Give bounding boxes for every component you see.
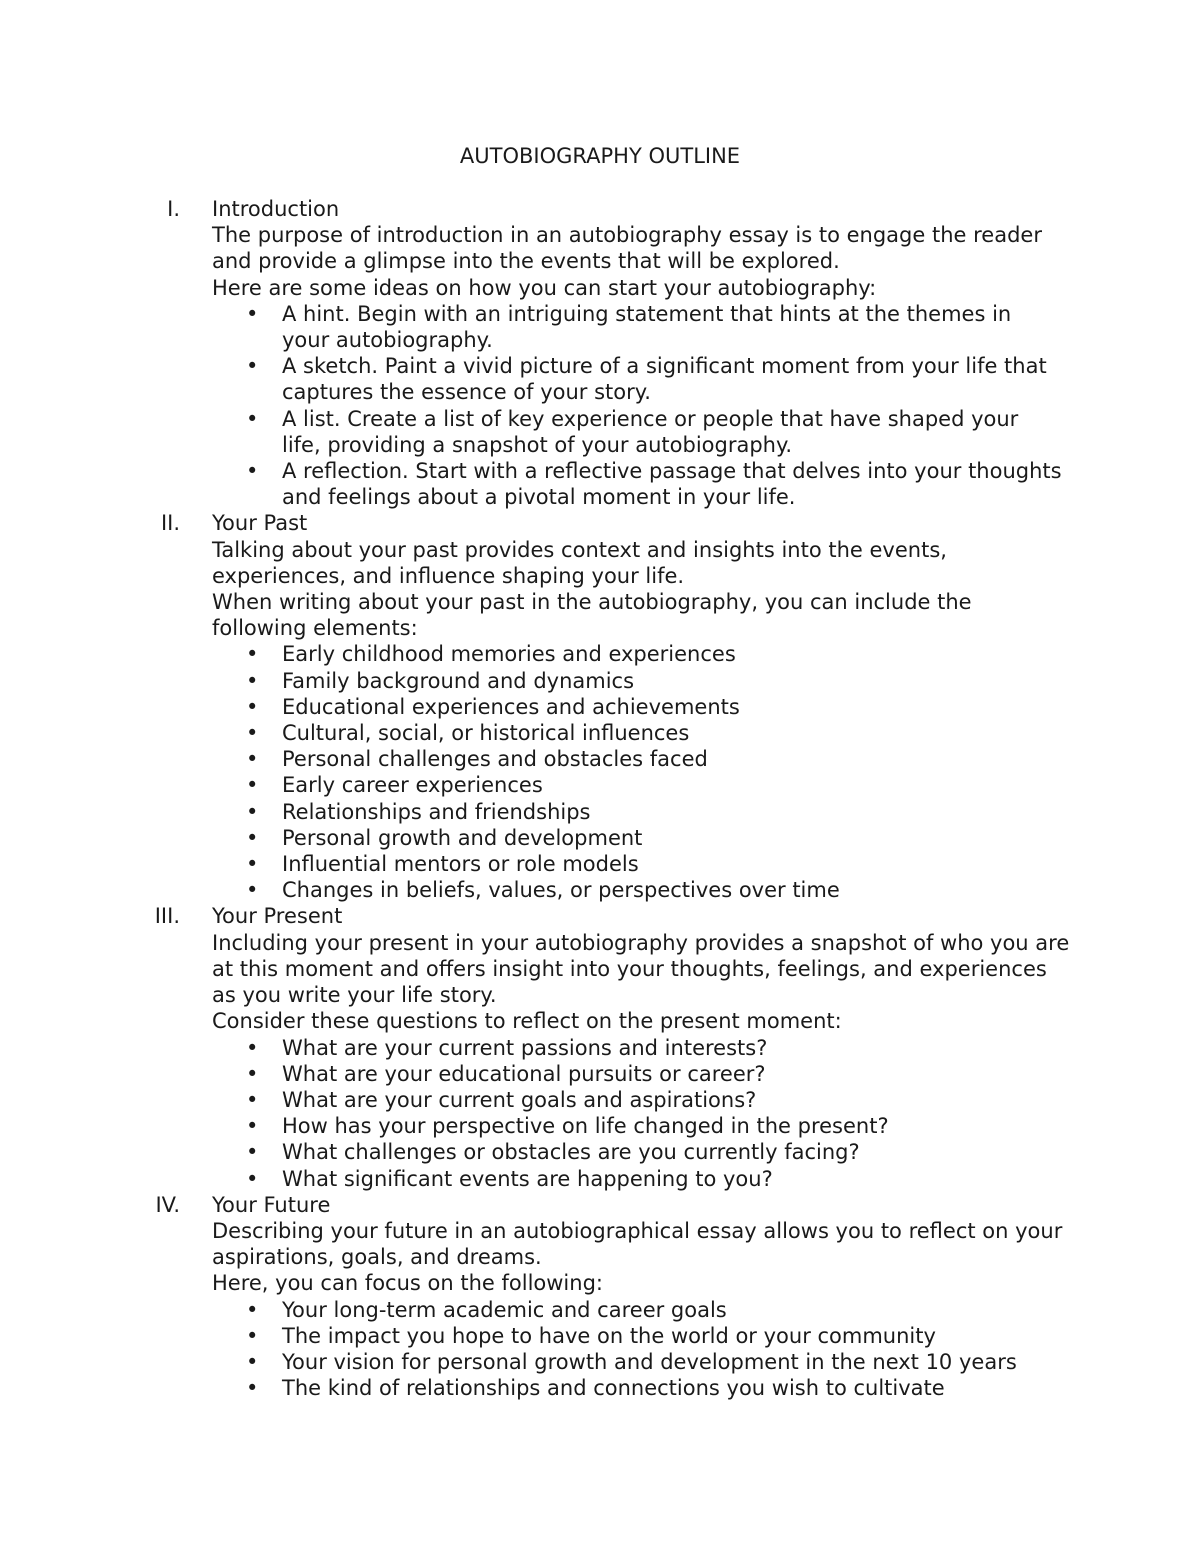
bullet-text: What are your current passions and interests? <box>282 1035 768 1060</box>
bullet-text: Family background and dynamics <box>282 668 635 693</box>
bullet-dot-icon: • <box>246 1297 259 1322</box>
bullet-dot-icon: • <box>246 406 259 431</box>
bullet-dot-icon: • <box>246 354 259 379</box>
bullet-item <box>246 1087 1062 1113</box>
bullet-item <box>246 694 1062 720</box>
section-description: The purpose of introduction in an autobiography essay is to engage the reader and provide a glimpse into the events that will be explored. <box>212 223 1042 274</box>
bullet-item <box>246 353 1062 405</box>
bullet-item <box>246 668 1062 694</box>
bullet-dot-icon: • <box>246 301 259 326</box>
bullet-dot-icon: • <box>246 1323 259 1348</box>
section-numeral: III. <box>154 904 180 929</box>
bullet-item <box>246 877 1062 903</box>
bullet-text: Cultural, social, or historical influences <box>282 721 690 746</box>
bullet-text: Influential mentors or role models <box>282 852 639 877</box>
bullet-text: Educational experiences and achievements <box>282 694 740 719</box>
bullet-text: Your long-term academic and career goals <box>282 1297 727 1322</box>
bullet-text: Personal challenges and obstacles faced <box>282 747 708 772</box>
bullet-item <box>246 799 1062 825</box>
bullet-dot-icon: • <box>246 852 259 877</box>
section-heading: Your Future <box>212 1192 331 1217</box>
bullet-item <box>246 1323 1062 1349</box>
bullet-dot-icon: • <box>246 1087 259 1112</box>
bullet-dot-icon: • <box>246 878 259 903</box>
bullet-item <box>246 1166 1062 1192</box>
bullet-item <box>246 406 1062 458</box>
bullet-dot-icon: • <box>246 1035 259 1060</box>
bullet-dot-icon: • <box>246 694 259 719</box>
bullet-item <box>246 1375 1062 1401</box>
outline-section <box>0 196 1200 510</box>
outline-list <box>0 196 1200 1401</box>
bullet-text: What significant events are happening to you? <box>282 1166 773 1191</box>
section-heading: Introduction <box>212 197 340 221</box>
outline-section <box>0 510 1200 903</box>
bullet-item <box>246 746 1062 772</box>
bullet-item <box>246 720 1062 746</box>
section-heading: Your Present <box>212 904 343 929</box>
bullet-text: A list. Create a list of key experience or people that have shaped your life, providing a snapshot of your autobiography. <box>282 406 1019 457</box>
section-lead: When writing about your past in the autobiography, you can include the following elements: <box>212 590 972 641</box>
bullet-text: A sketch. Paint a vivid picture of a significant moment from your life that captures the essence of your story. <box>282 354 1047 405</box>
bullet-text: A reflection. Start with a reflective passage that delves into your thoughts and feelings about a pivotal moment in your life. <box>282 459 1062 510</box>
bullet-text: The kind of relationships and connections you wish to cultivate <box>282 1376 945 1401</box>
section-lead: Here are some ideas on how you can start your autobiography: <box>212 275 877 300</box>
bullet-list <box>212 1297 1072 1402</box>
bullet-text: What challenges or obstacles are you currently facing? <box>282 1140 860 1165</box>
bullet-dot-icon: • <box>246 721 259 746</box>
bullet-dot-icon: • <box>246 1114 259 1139</box>
bullet-text: Early childhood memories and experiences <box>282 642 736 667</box>
section-description: Describing your future in an autobiographical essay allows you to reflect on your aspirations, goals, and dreams. <box>212 1218 1063 1270</box>
bullet-item <box>246 1113 1062 1139</box>
section-numeral: IV. <box>155 1192 180 1217</box>
section-body <box>212 510 1072 903</box>
bullet-item <box>246 1035 1062 1061</box>
bullet-dot-icon: • <box>246 642 259 667</box>
section-body <box>212 196 1072 510</box>
bullet-text: Relationships and friendships <box>282 799 591 824</box>
bullet-text: Changes in beliefs, values, or perspectives over time <box>282 878 840 903</box>
bullet-list <box>212 301 1072 511</box>
section-description: Talking about your past provides context and insights into the events, experiences, and influence shaping your life. <box>212 537 947 588</box>
bullet-dot-icon: • <box>246 799 259 824</box>
bullet-item <box>246 772 1062 798</box>
bullet-text: Early career experiences <box>282 773 543 798</box>
bullet-text: What are your current goals and aspirations? <box>282 1087 757 1112</box>
section-lead: Here, you can focus on the following: <box>212 1271 603 1296</box>
bullet-text: The impact you hope to have on the world or your community <box>282 1323 936 1348</box>
bullet-dot-icon: • <box>246 459 259 484</box>
bullet-text: What are your educational pursuits or career? <box>282 1061 766 1086</box>
bullet-item <box>246 851 1062 877</box>
bullet-list <box>212 1035 1072 1192</box>
section-lead: Consider these questions to reflect on the present moment: <box>212 1009 842 1034</box>
bullet-item <box>246 641 1062 667</box>
bullet-text: A hint. Begin with an intriguing statement that hints at the themes in your autobiography. <box>282 301 1012 353</box>
bullet-text: Your vision for personal growth and development in the next 10 years <box>282 1349 1017 1374</box>
section-numeral: I. <box>167 197 180 221</box>
section-heading: Your Past <box>212 511 308 536</box>
bullet-item <box>246 1061 1062 1087</box>
bullet-dot-icon: • <box>246 668 259 693</box>
bullet-text: Personal growth and development <box>282 825 643 850</box>
bullet-dot-icon: • <box>246 1166 259 1191</box>
outline-section <box>0 1192 1200 1402</box>
section-description: Including your present in your autobiography provides a snapshot of who you are at this moment and offers insight into your thoughts, feelings, and experiences as you write your life story. <box>212 930 1070 1008</box>
bullet-dot-icon: • <box>246 1061 259 1086</box>
bullet-dot-icon: • <box>246 747 259 772</box>
outline-section <box>0 903 1200 1191</box>
bullet-item <box>246 1297 1062 1323</box>
section-body <box>212 903 1072 1191</box>
bullet-dot-icon: • <box>246 825 259 850</box>
section-numeral: II. <box>160 511 180 536</box>
bullet-list <box>212 641 1072 903</box>
bullet-dot-icon: • <box>246 1376 259 1401</box>
bullet-item <box>246 1349 1062 1375</box>
bullet-dot-icon: • <box>246 773 259 798</box>
bullet-item <box>246 301 1062 353</box>
bullet-dot-icon: • <box>246 1349 259 1374</box>
bullet-item <box>246 1139 1062 1165</box>
document-title: AUTOBIOGRAPHY OUTLINE <box>459 144 741 168</box>
bullet-text: How has your perspective on life changed in the present? <box>282 1114 889 1139</box>
bullet-item <box>246 458 1062 510</box>
section-body <box>212 1192 1072 1402</box>
bullet-item <box>246 825 1062 851</box>
bullet-dot-icon: • <box>246 1140 259 1165</box>
